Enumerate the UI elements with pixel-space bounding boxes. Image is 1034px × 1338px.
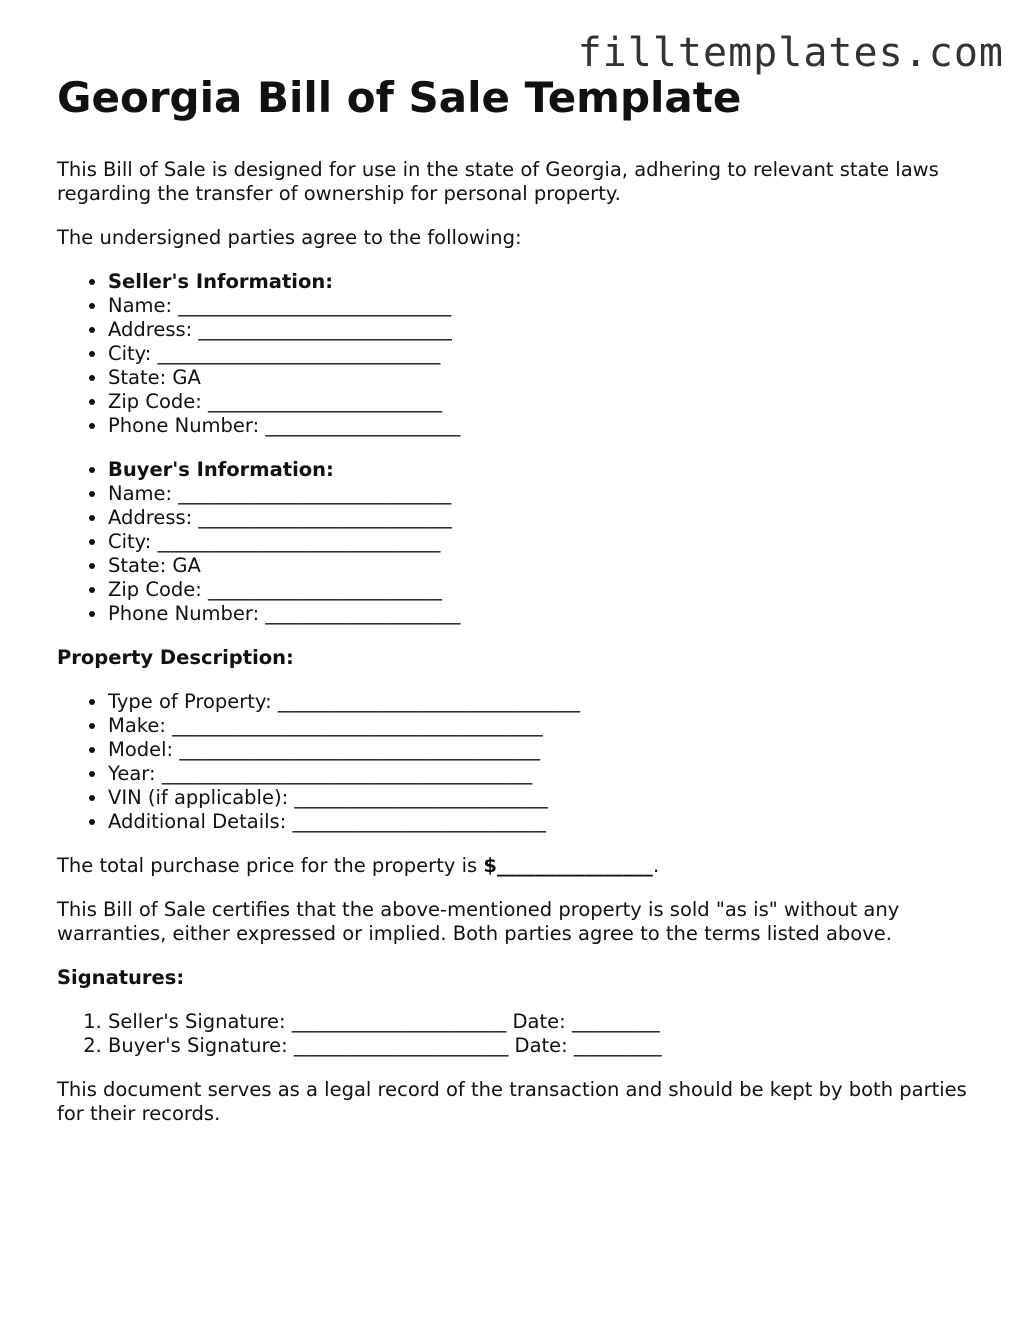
buyer-city-field: • City: _____________________________ xyxy=(108,530,997,554)
price-prefix: The total purchase price for the property is xyxy=(57,854,484,877)
property-make-field: • Make: ______________________________________ xyxy=(108,714,997,738)
certification-paragraph: This Bill of Sale certifies that the above-mentioned property is sold "as is" without any warranties, either expressed or implied. Both parties agree to the terms listed above. xyxy=(57,898,900,945)
seller-phone-field: • Phone Number: ____________________ xyxy=(108,414,997,438)
property-description-heading: Property Description: xyxy=(57,646,294,669)
purchase-price-statement xyxy=(57,854,997,878)
seller-info-list xyxy=(57,270,997,438)
buyer-state-field: • State: GA xyxy=(108,554,997,578)
property-list xyxy=(57,690,997,834)
property-vin-field: • VIN (if applicable): __________________________ xyxy=(108,786,997,810)
buyer-info-list xyxy=(57,458,997,626)
price-amount-field: $________________ xyxy=(483,854,653,877)
agreement-statement: The undersigned parties agree to the following: xyxy=(57,226,522,249)
seller-zip-field: • Zip Code: ________________________ xyxy=(108,390,997,414)
seller-address-field: • Address: __________________________ xyxy=(108,318,997,342)
buyer-zip-field: • Zip Code: ________________________ xyxy=(108,578,997,602)
page-title: Georgia Bill of Sale Template xyxy=(57,73,742,122)
buyer-address-field: • Address: __________________________ xyxy=(108,506,997,530)
seller-name-field: • Name: ____________________________ xyxy=(108,294,997,318)
price-suffix: . xyxy=(652,854,660,877)
seller-info-heading: • Seller's Information: xyxy=(108,270,997,294)
buyer-phone-field: • Phone Number: ____________________ xyxy=(108,602,997,626)
property-type-field: • Type of Property: _______________________________ xyxy=(108,690,997,714)
seller-state-field: • State: GA xyxy=(108,366,997,390)
buyer-name-field: • Name: ____________________________ xyxy=(108,482,997,506)
signatures-heading: Signatures: xyxy=(57,966,185,989)
buyer-signature-line: 2. Buyer's Signature: ______________________ Date: _________ xyxy=(108,1034,997,1058)
property-year-field: • Year: ______________________________________ xyxy=(108,762,997,786)
seller-city-field: • City: _____________________________ xyxy=(108,342,997,366)
property-model-field: • Model: _____________________________________ xyxy=(108,738,997,762)
property-details-field: • Additional Details: __________________________ xyxy=(108,810,997,834)
signatures-list xyxy=(57,1010,997,1058)
watermark: filltemplates.com xyxy=(577,30,1004,76)
intro-paragraph: This Bill of Sale is designed for use in the state of Georgia, adhering to relevant state laws regarding the transfer of ownership for personal property. xyxy=(57,158,939,205)
seller-signature-line: 1. Seller's Signature: ______________________ Date: _________ xyxy=(108,1010,997,1034)
document-body xyxy=(57,72,997,1146)
closing-paragraph: This document serves as a legal record of the transaction and should be kept by both parties for their records. xyxy=(57,1078,967,1125)
buyer-info-heading: • Buyer's Information: xyxy=(108,458,997,482)
